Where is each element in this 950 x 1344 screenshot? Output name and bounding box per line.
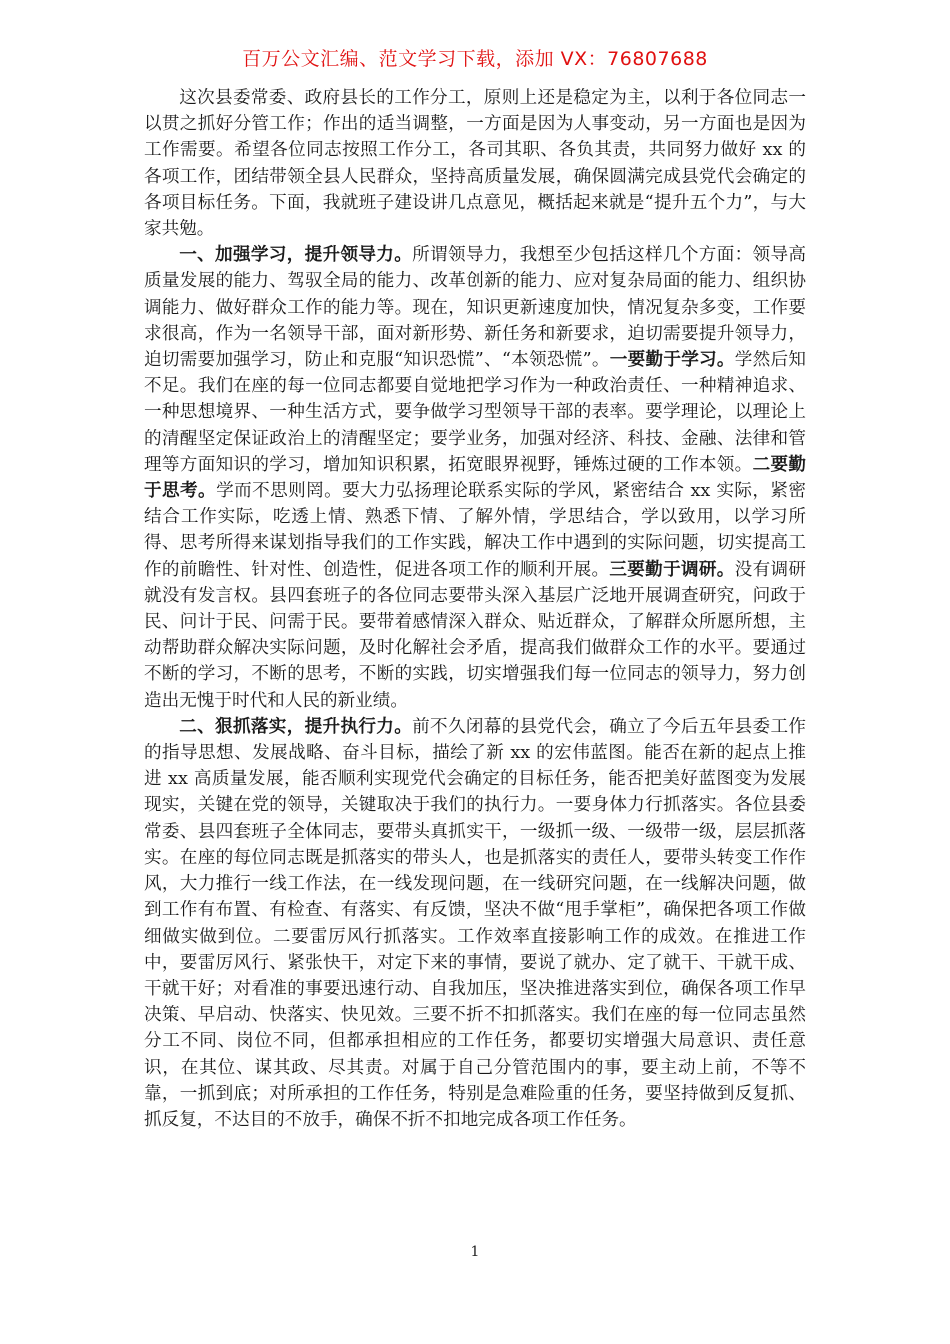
page-number: 1 bbox=[470, 1244, 480, 1260]
section-1-text-a: 所谓领导力，我想至少包括这样几个方面：领导高质量发展的能力、驾驭全局的能力、改革创新的能力、应对复杂局面的能力、组织协调能力、做好群众工作的能力等。现在，知识更新速度加快，情况复杂多变，工作要求很高，作为一名领导干部，面对新形势、新任务和新要求，迫切需要提升领导力，迫切需要加强学习，防止和克服“知识恐慌”、“本领恐慌”。 bbox=[144, 245, 806, 371]
section-1-text-b: 学然后知不足。我们在座的每一位同志都要自觉地把学习作为一种政治责任、一种精神追求、一种思想境界、一种生活方式，要争做学习型领导干部的表率。要学理论，以理论上的清醒坚定保证政治上的清醒坚定；要学业务，加强对经济、科技、金融、法律和管理等方面知识的学习，增加知识积累，拓宽眼界视野，锤炼过硬的工作本领。 bbox=[144, 350, 806, 475]
paragraph-section-2 bbox=[144, 714, 806, 1133]
section-1-sub-2: 二要勤于思考。 bbox=[144, 453, 806, 502]
section-2-text: 前不久闭幕的县党代会，确立了今后五年县委工作的指导思想、发展战略、奋斗目标，描绘了新 xx 的宏伟蓝图。能否在新的起点上推进 xx 高质量发展，能否顺利实现党代会确定的目标任务，能否把美好蓝图变为发展现实，关键在党的领导，关键取决于我们的执行力。一要身体力行抓落实。各位县委常委、县四套班子全体同志，要带头真抓实干，一级抓一级、一级带一级，层层抓落实。在座的每位同志既是抓落实的带头人，也是抓落实的责任人，要带头转变工作作风，大力推行一线工作法，在一线发现问题，在一线研究问题，在一线解决问题，做到工作有布置、有检查、有落实、有反馈，坚决不做“甩手掌柜”，确保把各项工作做细做实做到位。二要雷厉风行抓落实。工作效率直接影响工作的成效。在推进工作中，要雷厉风行、紧张快干，对定下来的事情，要说了就办、定了就干、干就干成、干就干好；对看准的事要迅速行动、自我加压，坚决推进落实到位，确保各项工作早决策、早启动、快落实、快见效。三要不折不扣抓落实。我们在座的每一位同志虽然分工不同、岗位不同，但都承担相应的工作任务，都要切实增强大局意识、责任意识，在其位、谋其政、尽其责。对属于自己分管范围内的事，要主动上前，不等不靠，一抓到底；对所承担的工作任务，特别是急难险重的任务，要坚持做到反复抓、抓反复，不达目的不放手，确保不折不扣地完成各项工作任务。 bbox=[144, 716, 806, 1130]
section-1-text-c: 学而不思则罔。要大力弘扬理论联系实际的学风，紧密结合 xx 实际，紧密结合工作实际，吃透上情、熟悉下情、了解外情，学思结合，学以致用，以学习所得、思考所得来谋划指导我们的工作实践，解决工作中遇到的实际问题，切实提高工作的前瞻性、针对性、创造性，促进各项工作的顺利开展。 bbox=[144, 481, 806, 580]
header-banner: 百万公文汇编、范文学习下载，添加 VX：76807688 bbox=[242, 48, 708, 70]
document-body bbox=[144, 85, 806, 1133]
section-1-sub-3: 三要勤于调研。 bbox=[609, 558, 735, 580]
section-1-text-d: 没有调研就没有发言权。县四套班子的各位同志要带头深入基层广泛地开展调查研究，问政于民、问计于民、问需于民。要带着感情深入群众、贴近群众，了解群众所愿所想，主动帮助群众解决实际问题，及时化解社会矛盾，提高我们做群众工作的水平。要通过不断的学习，不断的思考，不断的实践，切实增强我们每一位同志的领导力，努力创造出无愧于时代和人民的新业绩。 bbox=[144, 559, 806, 711]
section-1-sub-1: 一要勤于学习。 bbox=[609, 349, 735, 371]
section-1-heading: 一、加强学习，提升领导力。 bbox=[179, 244, 413, 266]
paragraph-section-1 bbox=[144, 242, 806, 714]
section-2-heading: 二、狠抓落实，提升执行力。 bbox=[179, 715, 413, 737]
paragraph-intro: 这次县委常委、政府县长的工作分工，原则上还是稳定为主，以利于各位同志一以贯之抓好分管工作；作出的适当调整，一方面是因为人事变动，另一方面也是因为工作需要。希望各位同志按照工作分工，各司其职、各负其责，共同努力做好 xx 的各项工作，团结带领全县人民群众，坚持高质量发展，确保圆满完成县党代会确定的各项目标任务。下面，我就班子建设讲几点意见，概括起来就是“提升五个力”，与大家共勉。 bbox=[144, 88, 806, 240]
